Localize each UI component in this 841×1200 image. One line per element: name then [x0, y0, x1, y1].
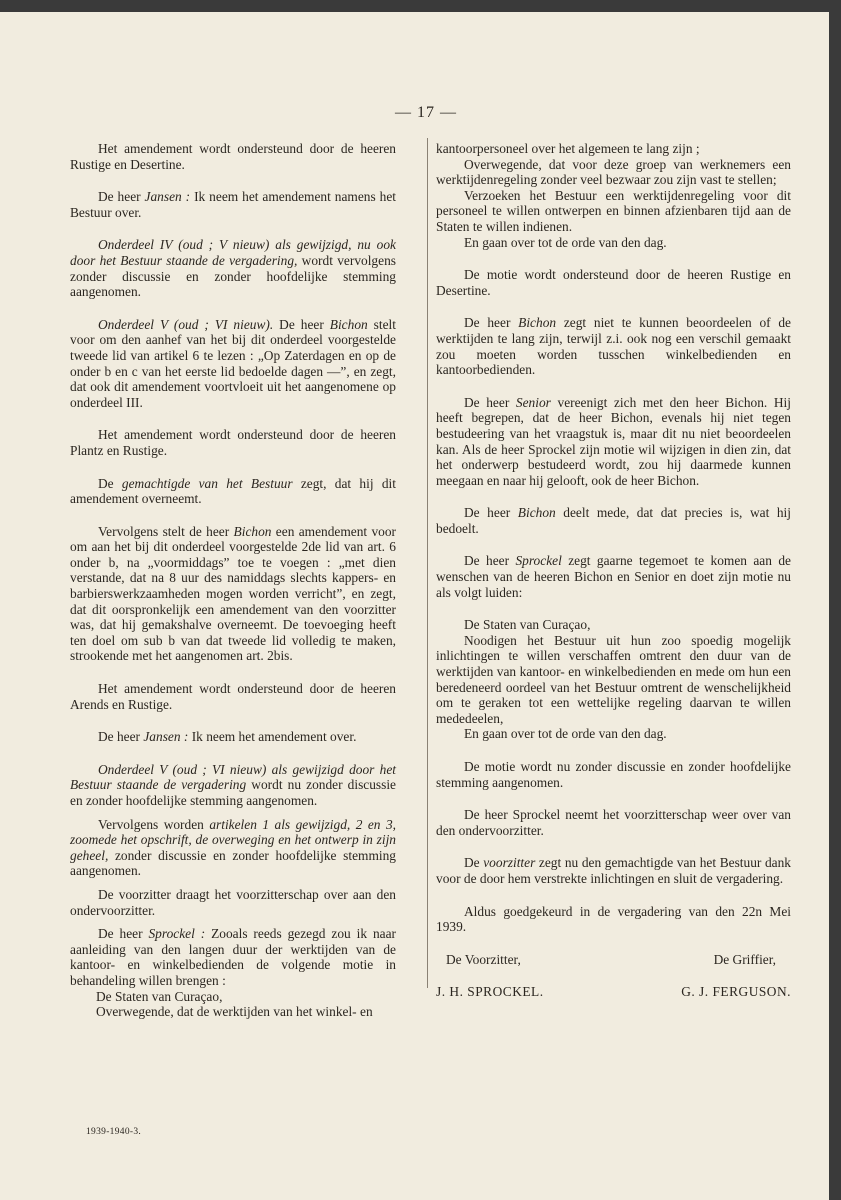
italic-text: Onderdeel IV (oud ; V nieuw) als gewijzigd, nu ook door het Bestuur staande de vergadering, [70, 237, 396, 268]
italic-text: Onderdeel V (oud ; VI nieuw). [98, 316, 274, 332]
paragraph: De heer Sprockel neemt het voorzitterschap weer over van den ondervoorzitter. [436, 807, 791, 838]
paragraph [70, 317, 396, 411]
text: De [464, 855, 484, 871]
paragraph [70, 926, 396, 988]
paragraph [436, 315, 791, 377]
document-page [0, 12, 829, 1200]
paragraph: Overwegende, dat voor deze groep van werknemers een werktijdenregeling zonder veel bezwaar zou zijn vast te stellen; [436, 156, 791, 188]
text: De [98, 475, 122, 491]
paragraph: Het amendement wordt ondersteund door de heeren Plantz en Rustige. [70, 427, 396, 458]
paragraph [70, 762, 396, 809]
speaker-name: Bichon [233, 523, 272, 539]
paragraph [436, 855, 791, 886]
paragraph: En gaan over tot de orde van den dag. [464, 234, 667, 250]
speaker-name: Bichon [518, 315, 557, 331]
text: De heer [464, 505, 518, 521]
paragraph [70, 817, 396, 879]
paragraph: Overwegende, dat de werktijden van het winkel- en [96, 1004, 373, 1020]
paragraph [70, 237, 396, 299]
speaker-name: Sprockel [515, 553, 562, 569]
approval-line: Aldus goedgekeurd in de vergadering van den 22n Mei 1939. [436, 903, 791, 935]
paragraph [70, 729, 396, 745]
text: Zooals reeds gezegd zou ik naar aanleiding van den langen duur der werktijden van de kantoor- en winkelbedienden de volgende motie in behandeling willen brengen : [70, 926, 396, 988]
paragraph: Noodigen het Bestuur uit hun zoo spoedig mogelijk inlichtingen te willen verschaffen omtrent den duur van de werktijden van kantoor- en winkelbedienden en mede om hun een beredeneerd oordeel van het Bestuur omtrent de wenschelijkheid om te geraken tot een wettelijke regeling daarvan te willen mededeelen, [436, 632, 791, 726]
text: wordt vervolgens zonder discussie en zonder hoofdelijke stemming aangenomen. [70, 252, 396, 300]
signature-titles [436, 952, 791, 968]
text: De heer [98, 729, 144, 745]
speaker-name: Jansen : [144, 189, 191, 205]
speaker-name: Jansen : [143, 729, 189, 745]
italic-text: artikelen 1 als gewijzigd, 2 en 3, zoomede het opschrift, de overweging en het ontwerp in zijn geheel, [70, 816, 396, 863]
paragraph: Het amendement wordt ondersteund door de heeren Rustige en Desertine. [70, 141, 396, 172]
chairman-signature: J. H. SPROCKEL. [436, 984, 544, 1000]
paragraph [436, 395, 791, 489]
speaker-name: Bichon [517, 505, 556, 521]
text: Ik neem het amendement over. [188, 729, 357, 745]
motion-heading: De Staten van Curaçao, [96, 988, 223, 1004]
paragraph: kantoorpersoneel over het algemeen te lang zijn ; [436, 141, 700, 156]
clerk-title: De Griffier, [713, 951, 776, 967]
text: deelt mede, dat dat precies is, wat hij bedoelt. [436, 505, 791, 536]
signature-names [436, 984, 791, 1000]
text: wordt nu zonder discussie en zonder hoofdelijke stemming aangenomen. [70, 777, 396, 808]
motion-heading: De Staten van Curaçao, [464, 617, 591, 633]
text: zegt nu den gemachtigde van het Bestuur dank voor de door hem verstrekte inlichtingen en sluit de vergadering. [436, 855, 791, 886]
text: vereenigt zich met den heer Bichon. Hij heeft begrepen, dat de heer Bichon, evenals hij niet tegen bestudeering van het vraagstuk is, maar dit nu niet beoordeelen kan. Als de heer Sprockel zijn motie wil wijzigen in dien zin, dat het onderwerp bestudeerd wordt, zou hij daarmede kunnen meegaan en naar hij gelooft, ook de heer Bichon. [436, 394, 791, 488]
text: De heer [98, 189, 145, 205]
paragraph: De motie wordt nu zonder discussie en zonder hoofdelijke stemming aangenomen. [436, 759, 791, 790]
speaker-name: Bichon [329, 316, 368, 332]
chairman-title: De Voorzitter, [446, 951, 521, 967]
text: zonder discussie en zonder hoofdelijke stemming aangenomen. [70, 847, 396, 879]
paragraph [70, 524, 396, 664]
speaker-name: Senior [515, 394, 551, 410]
paragraph: De voorzitter draagt het voorzitterschap over aan den ondervoorzitter. [70, 886, 396, 918]
paragraph: De motie wordt ondersteund door de heeren Rustige en Desertine. [436, 267, 791, 298]
left-column [70, 141, 396, 1020]
paragraph [70, 476, 396, 507]
text: De heer [98, 926, 149, 942]
paragraph [436, 505, 791, 536]
paragraph: Het amendement wordt ondersteund door de heeren Arends en Rustige. [70, 681, 396, 712]
text: De heer [464, 315, 519, 331]
italic-text: Onderdeel V (oud ; VI nieuw) als gewijzigd door het Bestuur staande de vergadering [70, 761, 396, 793]
text: De heer [464, 394, 516, 410]
text: stelt voor om den aanhef van het bij dit onderdeel voorgestelde tweede lid van artikel 6 te lezen : „Op Zaterdagen en op de onder b en c van het eerste lid bedoelde dagen —”, en zegt, dat ook dit amendement voortvloeit uit het aangenomene op onderdeel III. [70, 316, 396, 410]
speaker-name: Sprockel : [148, 926, 206, 942]
page-number: — 17 — [395, 104, 457, 121]
text: zegt niet te kunnen beoordeelen of de werktijden te lang zijn, terwijl z.i. ook nog een verschil gemaakt zou moeten worden tusschen winkelbedienden en kantoorbedienden. [436, 315, 791, 378]
right-column [436, 141, 791, 1000]
text: zegt gaarne tegemoet te komen aan de wenschen van de heeren Bichon en Senior en doet zijn motie nu als volgt luiden: [436, 553, 791, 600]
text: zegt, dat hij dit amendement overneemt. [70, 475, 396, 507]
column-divider [427, 138, 428, 988]
paragraph [70, 189, 396, 220]
paragraph: Verzoeken het Bestuur een werktijdenregeling voor dit personeel te willen ontwerpen en binnen afzienbaren tijd aan de Staten te willen indienen. [436, 187, 791, 234]
text: Vervolgens stelt de heer [98, 523, 234, 539]
footer-code: 1939-1940-3. [86, 1127, 142, 1137]
paragraph: En gaan over tot de orde van den dag. [464, 726, 667, 742]
paragraph [436, 553, 791, 600]
text: De heer [273, 316, 330, 332]
italic-text: voorzitter [483, 855, 536, 871]
text: Ik neem het amendement namens het Bestuur over. [70, 189, 396, 220]
text: De heer [464, 553, 516, 569]
clerk-signature: G. J. FERGUSON. [681, 984, 791, 1000]
italic-text: gemachtigde van het Bestuur [121, 475, 293, 491]
text: een amendement voor om aan het bij dit onderdeel voorgestelde 2de lid van art. 6 onder b, na „voormiddags” toe te voegen : „met dien verstande, dat na 8 uur des namiddags slechts kappers- en barbierswerkzaamheden mogen worden verricht”, en zegt, dat dit oorspronkelijk een amendement van den voorzitter was, dat hij gemakshalve overneemt. De toevoeging heeft ten doel om sub b van dat tweede lid volledig te maken, strookende met het aangenomen art. 2bis. [70, 523, 396, 664]
text: Vervolgens worden [98, 816, 210, 832]
